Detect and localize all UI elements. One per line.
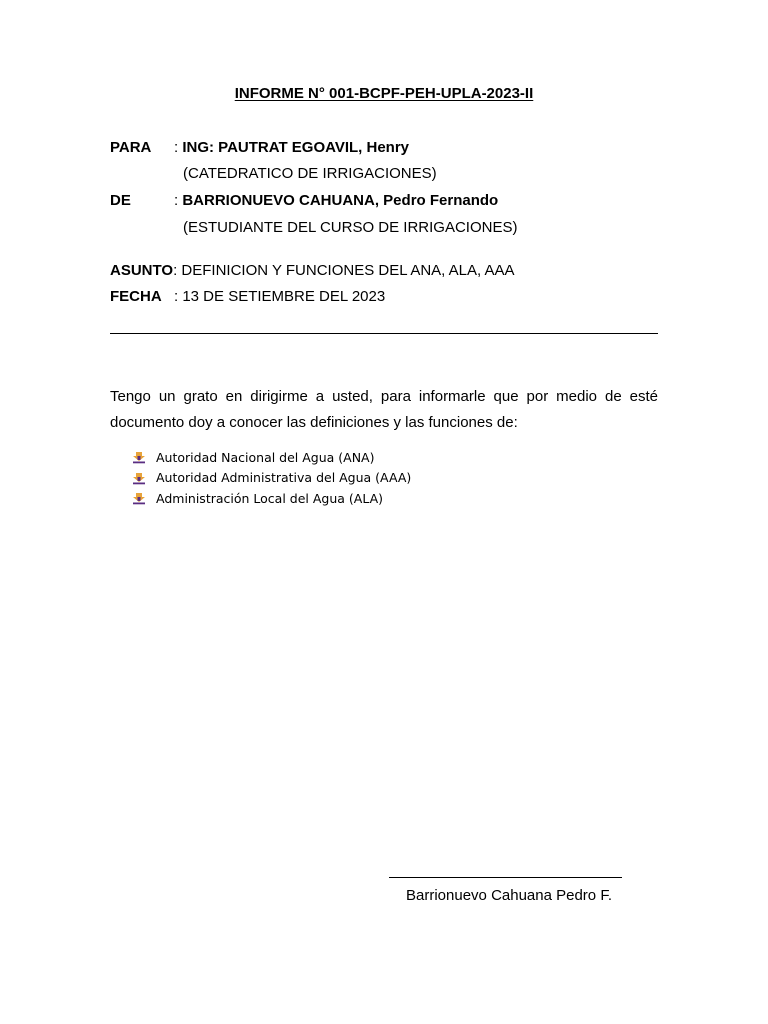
arrow-bullet-icon xyxy=(132,450,146,464)
para-row xyxy=(110,139,670,159)
functions-list xyxy=(132,447,411,509)
para-name: ING: PAUTRAT EGOAVIL, Henry xyxy=(182,139,410,156)
arrow-bullet-icon xyxy=(132,471,146,485)
fecha-row xyxy=(110,288,510,308)
de-row xyxy=(110,192,670,212)
para-role: (CATEDRATICO DE IRRIGACIONES) xyxy=(183,165,437,182)
para-recipient xyxy=(174,139,409,156)
body-paragraph: Tengo un grato en dirigirme a usted, para informarle que por medio de esté documento doy a conocer las definiciones y las funciones de: xyxy=(110,388,658,431)
de-colon: : xyxy=(174,192,179,209)
para-label: PARA xyxy=(110,139,152,156)
report-title: INFORME N° 001-BCPF-PEH-UPLA-2023-II xyxy=(234,85,534,102)
fecha-label: FECHA xyxy=(110,288,162,305)
header-divider xyxy=(110,333,658,334)
para-colon: : xyxy=(174,139,179,156)
fecha-value: : 13 DE SETIEMBRE DEL 2023 xyxy=(174,288,386,305)
de-name: BARRIONUEVO CAHUANA, Pedro Fernando xyxy=(182,192,499,209)
list-item-label: Autoridad Administrativa del Agua (AAA) xyxy=(156,470,412,486)
list-item xyxy=(132,447,411,468)
signature-line xyxy=(389,877,622,878)
arrow-bullet-icon xyxy=(132,491,146,505)
list-item xyxy=(132,488,411,509)
list-item-label: Administración Local del Agua (ALA) xyxy=(156,490,384,506)
signature-name: Barrionuevo Cahuana Pedro F. xyxy=(406,887,612,904)
de-label: DE xyxy=(110,192,131,209)
list-item-label: Autoridad Nacional del Agua (ANA) xyxy=(156,449,375,465)
de-sender xyxy=(174,192,498,209)
asunto-label: ASUNTO xyxy=(110,262,174,279)
de-role: (ESTUDIANTE DEL CURSO DE IRRIGACIONES) xyxy=(183,219,518,236)
asunto-value: : DEFINICION Y FUNCIONES DEL ANA, ALA, AAA xyxy=(173,262,515,279)
asunto-row xyxy=(110,262,515,279)
list-item xyxy=(132,468,411,489)
